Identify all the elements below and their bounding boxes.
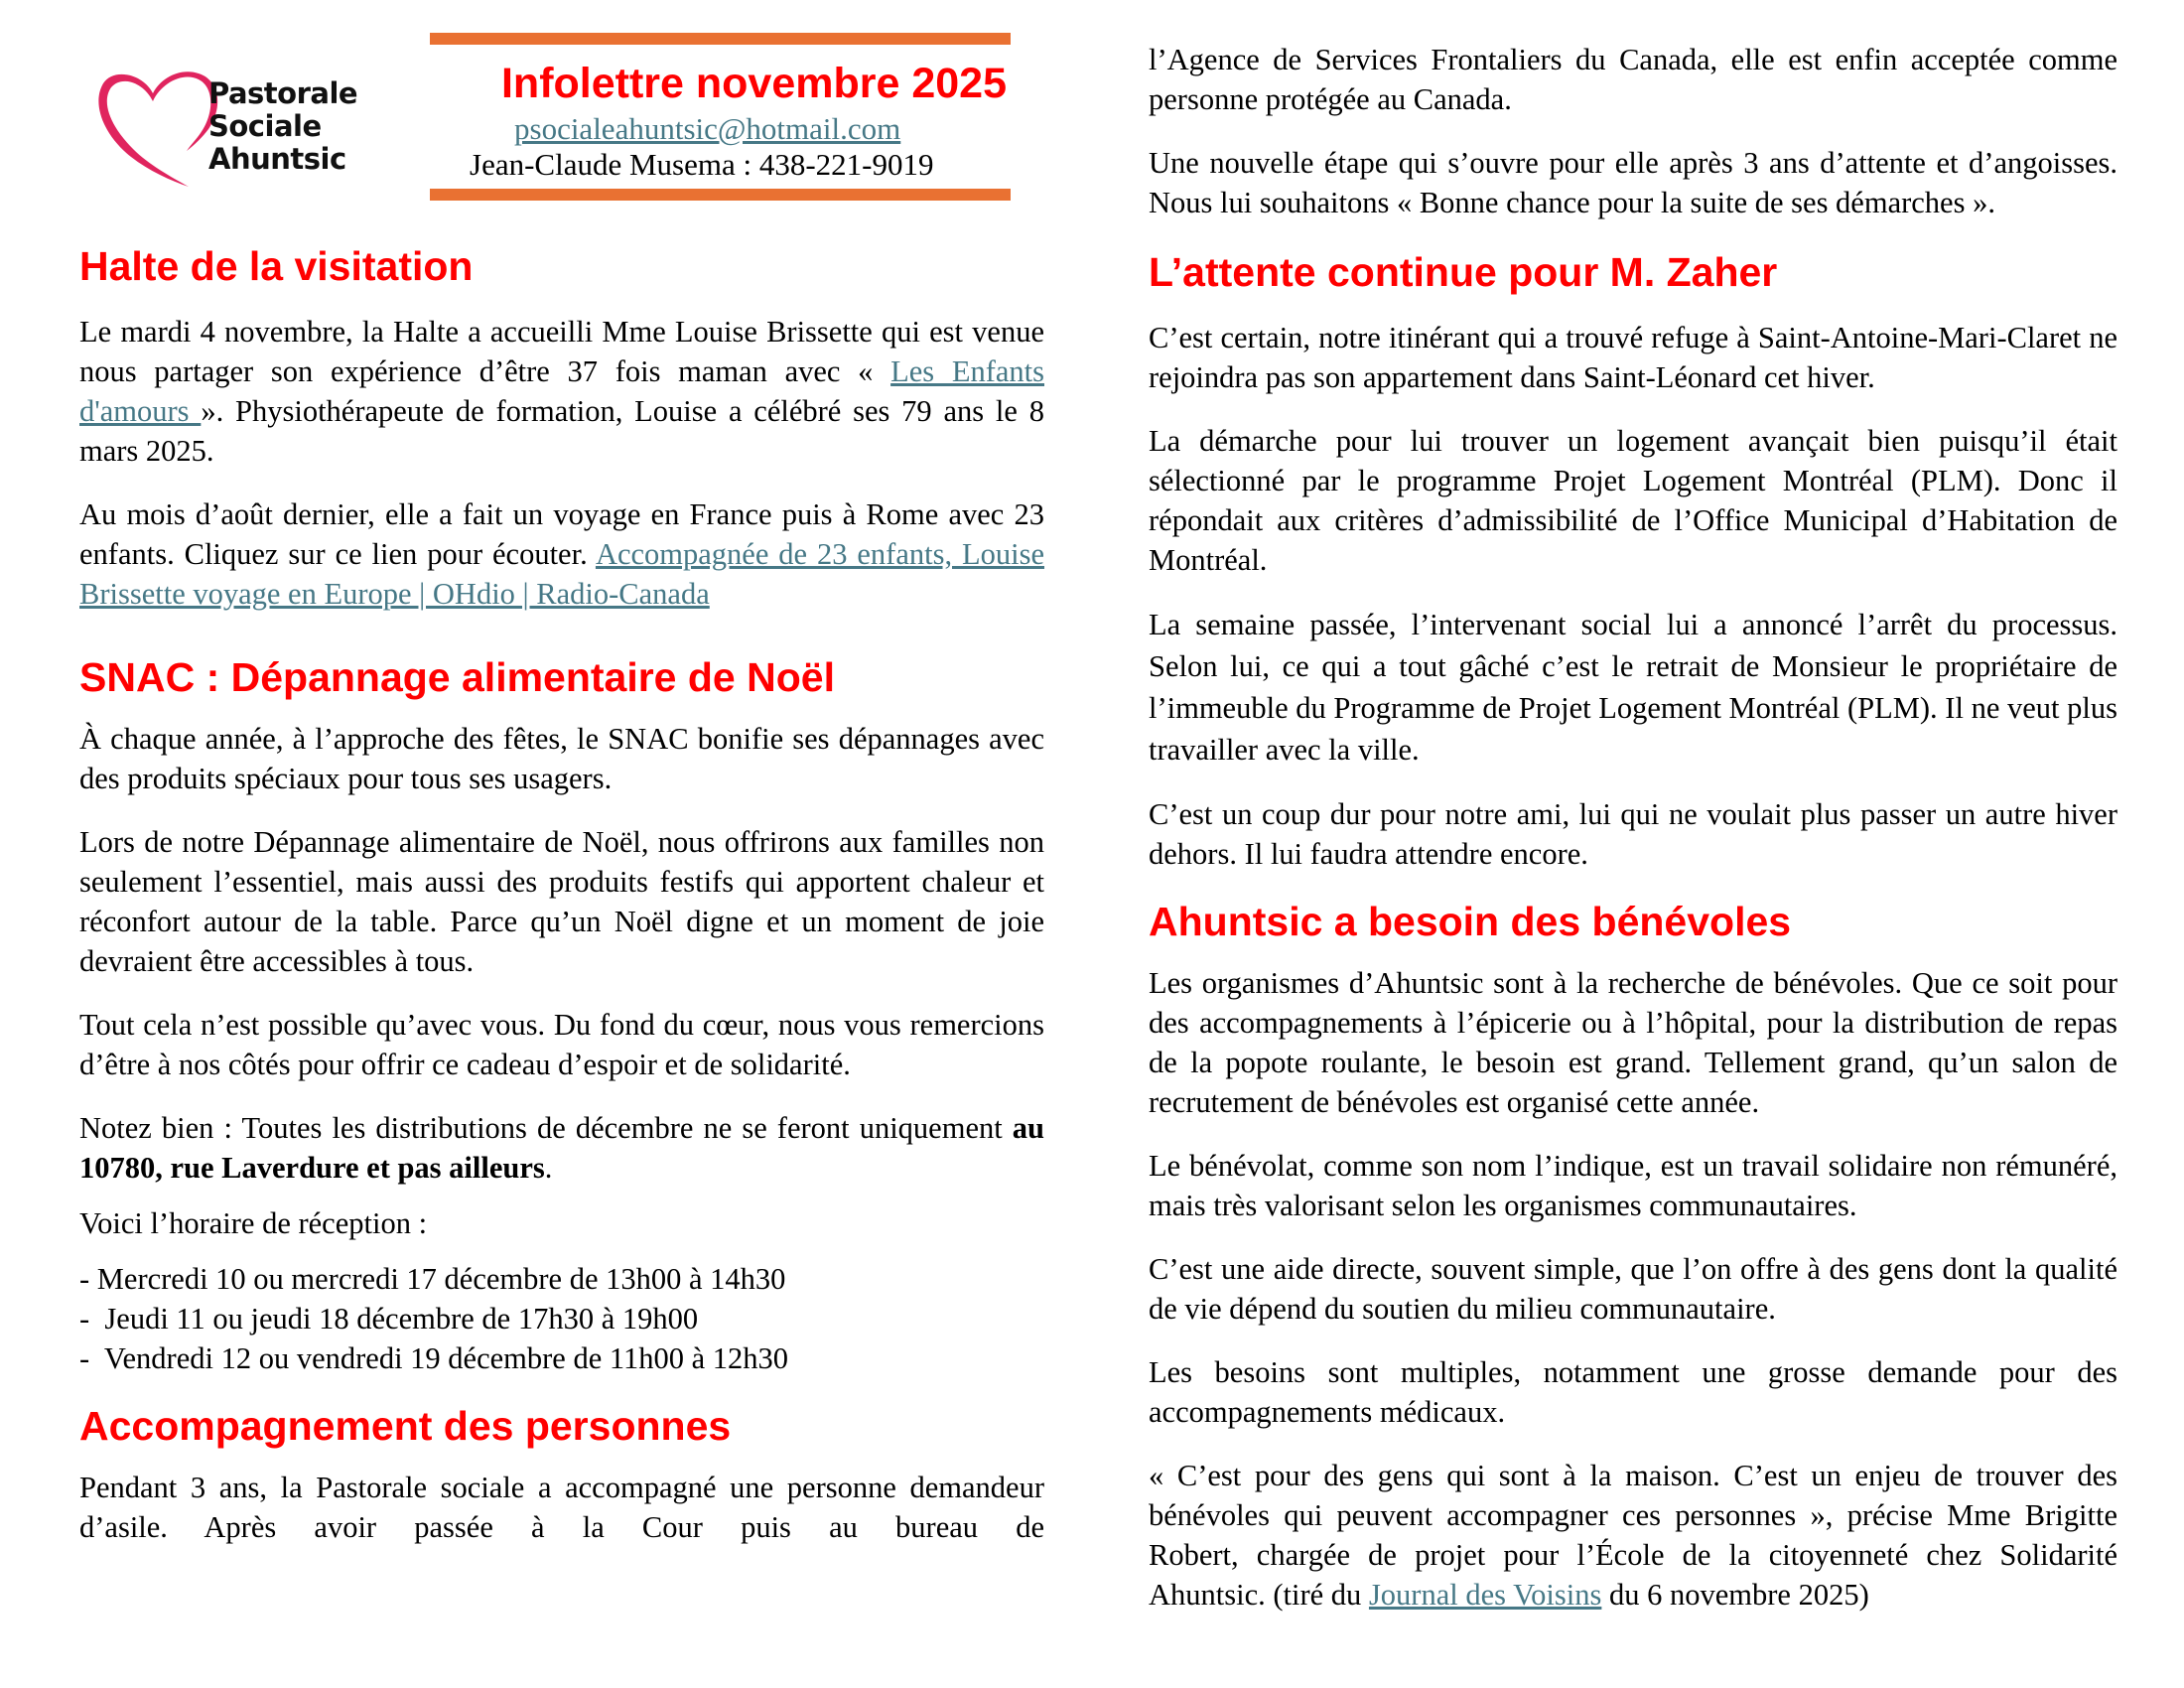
schedule-item: - Mercredi 10 ou mercredi 17 décembre de 13h00 à 14h30	[79, 1262, 786, 1296]
logo-line-2: Sociale	[208, 109, 322, 143]
header-bottom-rule	[430, 189, 1011, 201]
paragraph: C’est certain, notre itinérant qui a trouvé refuge à Saint-Antoine-Mari-Claret ne rejoindra pas son appartement dans Saint-Léonard cet hiver.	[1149, 321, 2117, 394]
paragraph: Le bénévolat, comme son nom l’indique, est un travail solidaire non rémunéré, mais très valorisant selon les organismes communautaires.	[1149, 1149, 2117, 1222]
paragraph: Les organismes d’Ahuntsic sont à la recherche de bénévoles. Que ce soit pour des accompagnements à l’épicerie ou à l’hôpital, pour la distribution de repas de la popote roulante, le besoin est grand. Tellement grand, qu’un salon de recrutement de bénévoles est organisé cette année.	[1149, 966, 2117, 1119]
text: « C’est pour des gens qui sont à la maison. C’est un enjeu de trouver des bénévoles qui peuvent accompagner ces personnes », précise Mme Brigitte Robert, chargée de projet pour l’École de la citoyenneté chez Solidarité Ahuntsic. (tiré du	[1149, 1459, 2117, 1612]
radio-canada-link[interactable]: Accompagnée de 23 enfants, Louise Brissette voyage en Europe | OHdio | Radio-Canada	[79, 537, 1045, 611]
paragraph	[79, 494, 1044, 614]
paragraph: Lors de notre Dépannage alimentaire de Noël, nous offrirons aux familles non seulement l’essentiel, mais aussi des produits festifs qui apportent chaleur et réconfort autour de la table. Parce qu’un Noël digne et un moment de joie devraient être accessibles à tous.	[79, 825, 1044, 978]
schedule-item: - Vendredi 12 ou vendredi 19 décembre de 11h00 à 12h30	[79, 1341, 789, 1375]
paragraph: l’Agence de Services Frontaliers du Canada, elle est enfin acceptée comme personne protégée au Canada.	[1149, 43, 2117, 116]
text: Au mois d’août dernier, elle a fait un voyage en France puis à Rome avec 23 enfants. Cliquez sur ce lien pour écouter.	[79, 497, 1044, 571]
text: du 6 novembre 2025)	[1601, 1578, 1869, 1612]
schedule-item: - Jeudi 11 ou jeudi 18 décembre de 17h30 à 19h00	[79, 1302, 699, 1336]
journal-des-voisins-link[interactable]: Journal des Voisins	[1368, 1578, 1602, 1612]
newsletter-title: Infolettre novembre 2025	[500, 60, 1007, 107]
section-snac	[79, 649, 1044, 1378]
paragraph: Les besoins sont multiples, notamment une grosse demande pour des accompagnements médicaux.	[1149, 1355, 2117, 1429]
header-top-rule	[430, 33, 1011, 45]
address-emphasis: au 10780, rue Laverdure et pas ailleurs	[79, 1111, 1044, 1185]
section-title: Accompagnement des personnes	[79, 1403, 732, 1449]
paragraph: Voici l’horaire de réception :	[79, 1206, 428, 1240]
schedule-list	[79, 1259, 1044, 1378]
text: .	[544, 1151, 553, 1185]
paragraph: C’est une aide directe, souvent simple, que l’on offre à des gens dont la qualité de vie dépend du soutien du milieu communautaire.	[1149, 1252, 2117, 1326]
right-column	[1149, 40, 2117, 1638]
section-halte	[79, 238, 1044, 614]
paragraph	[79, 1108, 1044, 1188]
paragraph: La démarche pour lui trouver un logement avançait bien puisqu’il était sélectionné par le programme Projet Logement Montréal (PLM). Donc il répondait aux critères d’admissibilité de l’Office Municipal d’Habitation de Montréal.	[1149, 424, 2117, 577]
newsletter-header	[430, 33, 1011, 202]
les-enfants-damours-link[interactable]: Les Enfants d'amours	[79, 354, 1044, 428]
section-title: SNAC : Dépannage alimentaire de Noël	[79, 654, 835, 700]
paragraph: C’est un coup dur pour notre ami, lui qui ne voulait plus passer un autre hiver dehors. Il lui faudra attendre encore.	[1149, 797, 2117, 871]
text: Le mardi 4 novembre, la Halte a accueilli Mme Louise Brissette qui est venue nous partager son expérience d’être 37 fois maman avec «	[79, 315, 1044, 388]
section-benevoles	[1149, 894, 2117, 1615]
paragraph	[79, 312, 1044, 471]
logo-line-3: Ahuntsic	[208, 142, 346, 176]
paragraph	[1149, 1456, 2117, 1615]
heart-icon	[91, 66, 220, 190]
section-title: Ahuntsic a besoin des bénévoles	[1149, 899, 1792, 944]
section-title: Halte de la visitation	[79, 243, 474, 289]
section-accompagnement	[79, 1398, 1044, 1547]
logo-text	[208, 77, 357, 176]
section-zaher	[1149, 244, 2117, 874]
paragraph: Tout cela n’est possible qu’avec vous. Du fond du cœur, nous vous remercions d’être à nos côtés pour offrir ce cadeau d’espoir et de solidarité.	[79, 1008, 1044, 1081]
paragraph: Pendant 3 ans, la Pastorale sociale a accompagné une personne demandeur d’asile. Après avoir passée à la Cour puis au bureau de	[79, 1471, 1044, 1544]
text: ». Physiothérapeute de formation, Louise a célébré ses 79 ans le 8 mars 2025.	[79, 394, 1044, 468]
section-accompagnement-continued	[1149, 40, 2117, 222]
organization-logo	[91, 66, 369, 190]
paragraph: Une nouvelle étape qui s’ouvre pour elle après 3 ans d’attente et d’angoisses. Nous lui souhaitons « Bonne chance pour la suite de ses démarches ».	[1149, 146, 2117, 219]
contact-info: Jean-Claude Musema : 438-221-9019	[470, 147, 934, 182]
logo-line-1: Pastorale	[208, 76, 358, 110]
left-column	[79, 238, 1044, 1571]
text: Notez bien : Toutes les distributions de décembre ne se feront uniquement	[79, 1111, 1013, 1145]
paragraph: À chaque année, à l’approche des fêtes, le SNAC bonifie ses dépannages avec des produits spéciaux pour tous ses usagers.	[79, 722, 1044, 795]
section-title: L’attente continue pour M. Zaher	[1149, 249, 1778, 295]
email-link[interactable]: psocialeahuntsic@hotmail.com	[514, 111, 901, 146]
paragraph: La semaine passée, l’intervenant social lui a annoncé l’arrêt du processus. Selon lui, ce qui a tout gâché c’est le retrait de Monsieur le propriétaire de l’immeuble du Programme de Projet Logement Montréal (PLM). Il ne veut plus travailler avec la ville.	[1149, 608, 2117, 767]
